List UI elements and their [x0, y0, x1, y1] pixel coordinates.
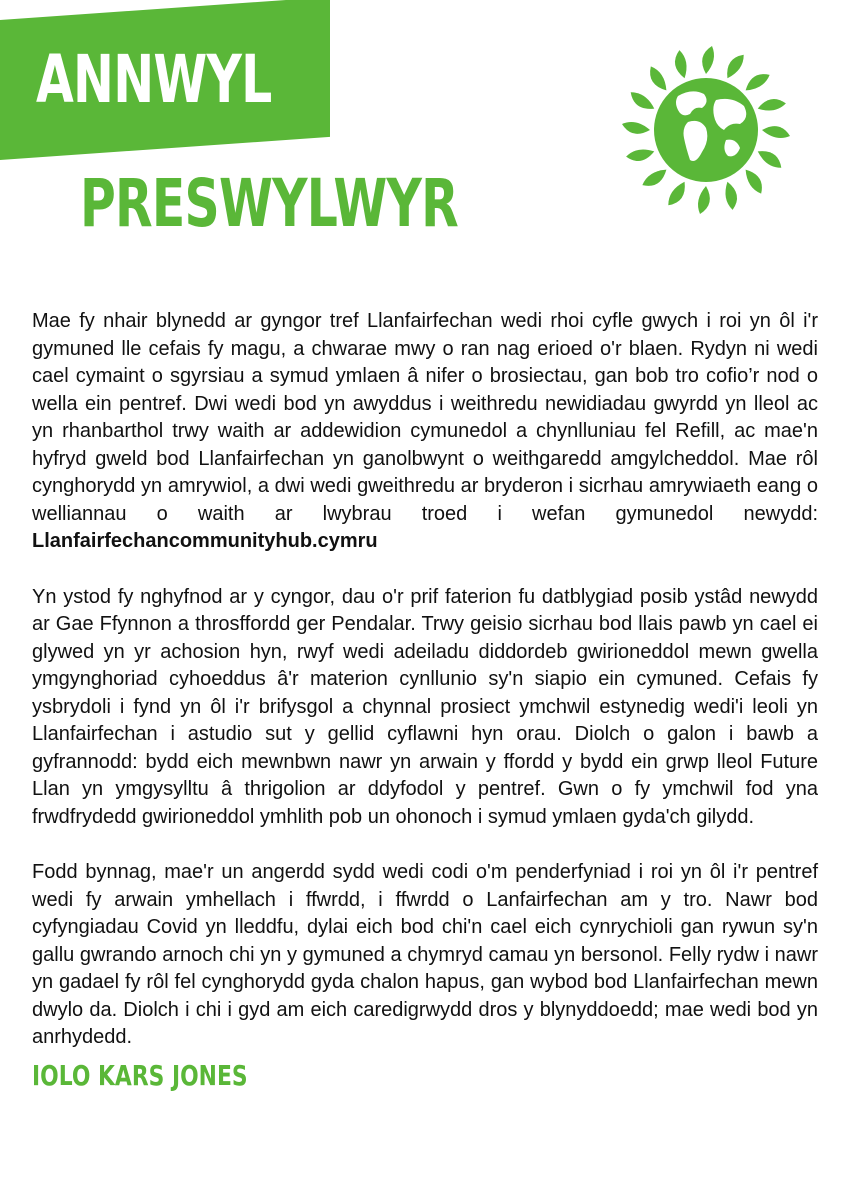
paragraph-1: Mae fy nhair blynedd ar gyngor tref Llanfairfechan wedi rhoi cyfle gwych i roi yn ôl i'r gymuned lle cefais fy magu, a chwarae mwy o ran nag erioed o'r blaen. Rydyn ni wedi cael cymaint o sgyrsiau a symud ymlaen â nifer o brosiectau, gan bob tro cofio’r nod o wella ein pentref. Dwi wedi bod yn awyddus i weithredu newidiadau gwyrdd yn lleol ac yn rhanbarthol trwy waith ar addewidion cymunedol a chynlluniau fel Refill, ac mae'n hyfryd gweld bod Llanfairfechan yn ganolbwynt o weithgaredd amgylcheddol. Mae rôl cynghorydd yn amrywiol, a dwi wedi gweithredu ar bryderon i sicrhau amrywiaeth eang o welliannau o waith ar lwybrau troed i wefan gymunedol newydd: Llanfairfechancommunityhub.cymru — [32, 310, 818, 552]
paragraph-3: Fodd bynnag, mae'r un angerdd sydd wedi codi o'm penderfyniad i roi yn ôl i'r pentref wedi fy arwain ymhellach i ffwrdd, i ffwrdd o Lanfairfechan am y tro. Nawr bod cyfyngiadau Covid yn lleddfu, dylai eich bod chi'n cael eich cynrychioli gan rywun sy'n gallu gwrando arnoch chi yn y gymuned a chymryd camau yn bersonol. Felly rydw i nawr yn gadael fy rôl fel cynghorydd gyda chalon hapus, gan wybod bod Llanfairfechan mewn dwylo da. Diolch i chi i gyd am eich caredigrwydd dros y blynyddoedd; mae wedi bod yn anrhydedd. — [32, 861, 818, 1048]
page-title-line-2: PRESWYLWYR — [80, 165, 458, 242]
sun-petal — [641, 164, 669, 192]
sun-petal — [622, 122, 650, 134]
sun-petal — [762, 126, 790, 138]
sun-petal — [743, 68, 771, 96]
sun-petal — [666, 179, 688, 209]
sun-petal — [702, 46, 714, 74]
community-hub-link[interactable]: Llanfairfechancommunityhub.cymru — [32, 530, 378, 552]
page-title-line-1: ANNWYL — [36, 41, 272, 118]
signature-name: IOLO KARS JONES — [32, 1059, 248, 1092]
sun-petal — [625, 144, 655, 166]
paragraph-2: Yn ystod fy nghyfnod ar y cyngor, dau o'r prif faterion fu datblygiad posib ystâd newydd ar Gae Ffynnon a throsffordd ger Pendalar. Trwy geisio sicrhau bod llais pawb yn cael ei glywed yn yr achosion hyn, rwyf wedi adeiladu diddordeb gwirioneddol mewn gwella ymgynghoriad cyhoeddus â'r materion cynllunio sy'n siapio ein cymuned. Cefais fy ysbrydoli i fynd yn ôl i'r brifysgol a chynnal prosiect ymchwil estynedig wedi'i leoli yn Llanfairfechan i astudio sut y gellid cyflawni hyn orau. Diolch o galon i bawb a gyfrannodd: bydd eich mewnbwn nawr yn arwain y ffordd y bydd ein grwp lleol Future Llan yn ymgysylltu â thrigolion ar ddyfodol y pentref. Gwn o fy ymchwil fod yna frwdfrydedd gwirioneddol ymhlith pob un ohonoch i symud ymlaen gyda'ch gilydd. — [32, 585, 818, 828]
sun-petal — [698, 186, 710, 214]
sun-petal — [724, 51, 746, 81]
sun-petal — [627, 90, 657, 112]
sun-petal — [670, 49, 692, 79]
sun-petal — [740, 167, 768, 195]
letter-body — [32, 308, 818, 1080]
sun-petal — [756, 94, 786, 116]
sun-petal — [755, 148, 785, 170]
green-party-sun-globe-icon — [604, 44, 808, 214]
sun-petal — [644, 65, 672, 93]
sun-petal — [720, 180, 742, 210]
